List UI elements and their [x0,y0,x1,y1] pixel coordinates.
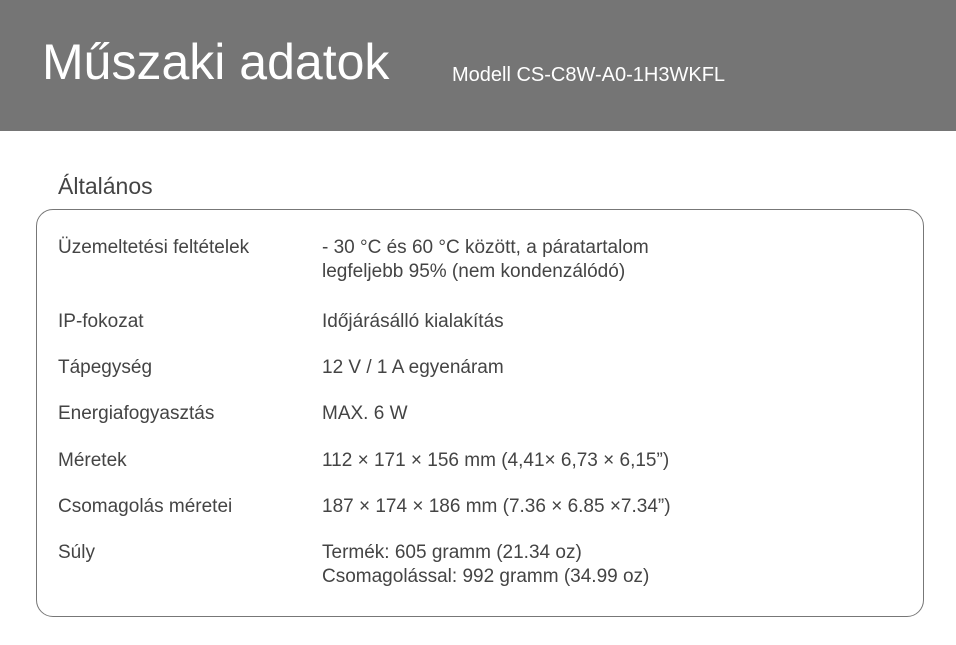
model-number: Modell CS-C8W-A0-1H3WKFL [452,64,726,86]
spec-value-line: Termék: 605 gramm (21.34 oz) [322,542,582,563]
spec-value [322,402,892,426]
spec-value-line: Csomagolással: 992 gramm (34.99 oz) [322,566,650,587]
section-title: Általános [58,173,153,199]
spec-label: Csomagolás méretei [58,496,233,517]
spec-value-line: 12 V / 1 A egyenáram [322,357,504,378]
spec-value [322,541,892,589]
spec-label: Üzemeltetési feltételek [58,237,250,258]
spec-value-line: legfeljebb 95% (nem kondenzálódó) [322,261,626,282]
spec-label: Méretek [58,450,127,471]
spec-value-line: 187 × 174 × 186 mm (7.36 × 6.85 ×7.34”) [322,496,671,517]
spec-value-line: 112 × 171 × 156 mm (4,41× 6,73 × 6,15”) [322,450,670,471]
spec-value [322,236,892,284]
spec-value [322,310,892,334]
spec-value [322,495,892,519]
spec-value-line: - 30 °C és 60 °C között, a páratartalom [322,237,649,258]
spec-value-line: MAX. 6 W [322,403,408,424]
spec-table [36,209,924,617]
spec-label: Tápegység [58,357,153,378]
page-title: Műszaki adatok [42,34,390,90]
spec-value-line: Időjárásálló kialakítás [322,311,504,332]
spec-label: Súly [58,542,95,563]
spec-value [322,356,892,380]
spec-label: Energiafogyasztás [58,403,215,424]
spec-label: IP-fokozat [58,311,144,332]
spec-value [322,449,892,473]
header-banner [0,0,956,131]
